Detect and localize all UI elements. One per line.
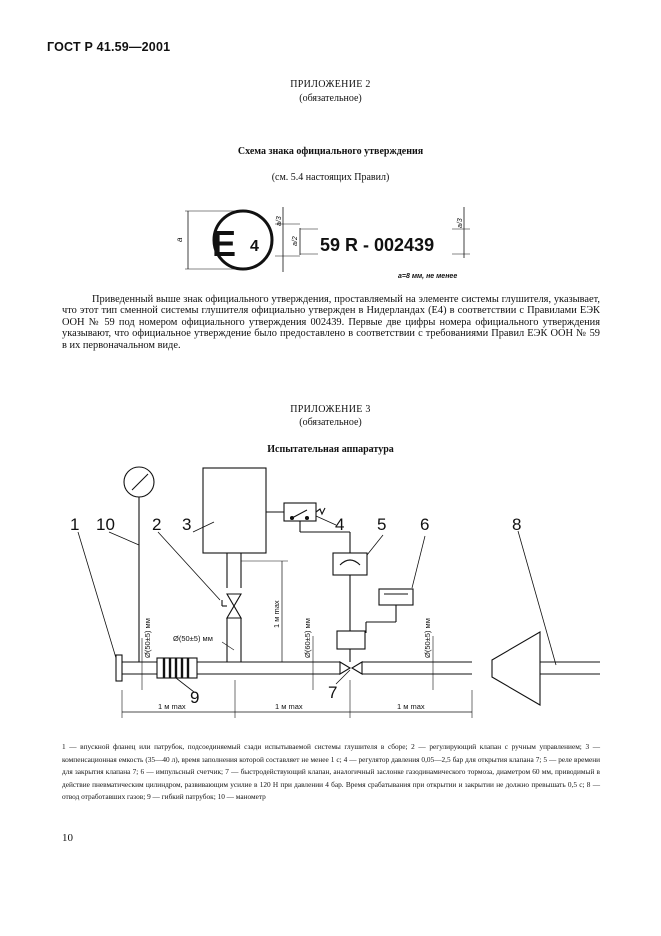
dim-label-a3-right: a/3 [457,218,464,228]
dim-diam-50-valve: Ø(50±5) мм [173,634,213,643]
dim-1m-max-c: 1 м max [397,702,425,711]
page-number: 10 [62,832,73,844]
callout-10: 10 [96,515,115,534]
dim-1m-max-a: 1 м max [158,702,186,711]
apparatus-legend [62,741,600,804]
dim-label-a2: a/2 [292,236,299,246]
legend-item-9: 9 — гибкий патрубок; [147,792,216,801]
dim-1m-max-vertical: 1 м max [272,600,281,628]
mark-approval-text: 59 R - 002439 [320,235,435,255]
dim-diam-50-right: Ø(50±5) мм [423,618,432,658]
callout-8: 8 [512,515,522,534]
legend-item-6: 6 — импульсный счетчик; [140,767,224,776]
dim-label-a3-top: a/3 [276,216,283,226]
legend-item-3: 3 — компенсационная емкость (35—40 л), время заполнения которой составляет не менее 1 с; [62,742,600,764]
mark-country-number: 4 [250,238,259,255]
legend-item-1: 1 — впускной фланец или патрубок, подсоединяемый сзади испытываемой системы глушителя в сборе; [62,742,408,751]
callout-1: 1 [70,515,80,534]
legend-item-10: 10 — манометр [217,792,266,801]
legend-item-7: 7 — быстродействующий клапан, аналогичный заслонке газодинамического тормоза, диаметром 60 мм, приводимый в действие пневматическим цилиндром, развивающим усилие в 120 Н при давлении 4 бар. Время срабатывания при открытии и закрытии не должно превышать 0,5 с; [62,767,600,789]
callout-3: 3 [182,515,192,534]
callout-9: 9 [190,688,200,707]
appendix2-paragraph: Приведенный выше знак официального утверждения, проставляемый на элементе системы глушителя, указывает, что этот тип сменной системы глушителя официально утвержден в Нидерландах (Е4) в соответствии с Правилами ЕЭК ООН № 59 под номером официального утверждения 002439. Первые две цифры номера официального утверждения указывают, что официальное утверждение было предоставлено в соответствии с требованиями Правил ЕЭК ООН № 59 в их первоначальном виде. [62,294,600,351]
callout-7: 7 [328,683,338,702]
callout-5: 5 [377,515,387,534]
legend-item-2: 2 — регулирующий клапан с ручным управлением; [411,742,582,751]
callout-6: 6 [420,515,430,534]
dim-diam-60: Ø(60±5) мм [303,618,312,658]
appendix3-heading: Испытательная аппаратура [267,444,394,455]
document-id: ГОСТ Р 41.59—2001 [47,40,171,54]
dim-label-a: a [175,237,184,242]
appendix3-title: ПРИЛОЖЕНИЕ 3 [290,404,371,415]
appendix3-subtitle: (обязательное) [299,417,362,428]
appendix2-title: ПРИЛОЖЕНИЕ 2 [290,79,371,90]
callout-2: 2 [152,515,162,534]
mark-size-note: a=8 мм, не менее [398,273,458,280]
appendix2-subtitle: (обязательное) [299,93,362,104]
dim-diam-50-left: Ø(50±5) мм [143,618,152,658]
appendix2-heading: Схема знака официального утверждения [237,146,424,157]
legend-item-5: 5 — реле времени для закрытия клапана 7; [62,754,601,776]
legend-item-8: 8 — отвод отработавших газов; [62,779,600,801]
mark-letter: E [212,223,237,264]
legend-item-4: 4 — регулятор давления 0,05—2,5 бар для открытия клапана 7; [343,754,542,764]
callout-4: 4 [335,515,345,534]
dim-1m-max-b: 1 м max [275,702,303,711]
appendix2-reference: (см. 5.4 настоящих Правил) [271,172,390,183]
